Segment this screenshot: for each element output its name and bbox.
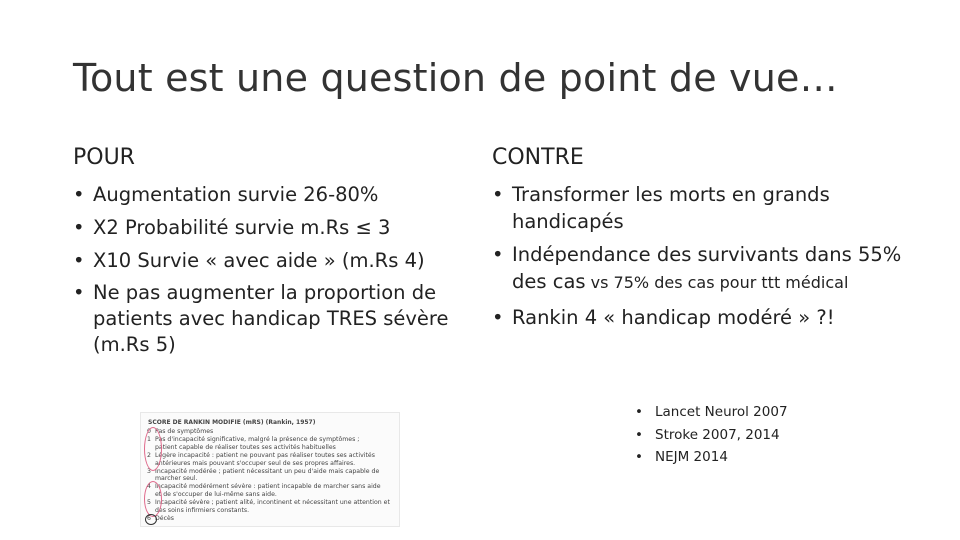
rankin-score-description: Incapacité sévère ; patient alité, incontinent et nécessitant une attention et	[155, 499, 390, 507]
rankin-score-description: marcher seul.	[155, 475, 198, 483]
rankin-scale-image	[140, 412, 400, 527]
rankin-score-description: des soins infirmiers constants.	[155, 507, 250, 514]
rankin-scale-row	[147, 499, 395, 507]
rankin-score-description: antérieures mais pouvant s'occuper seul de ses propres affaires.	[155, 459, 356, 467]
rankin-scale-row	[147, 428, 395, 436]
slide-title: Tout est une question de point de vue…	[73, 56, 838, 100]
reference-item: • Lancet Neurol 2007	[635, 401, 788, 424]
rankin-score-description: et de s'occuper de lui-même sans aide.	[155, 491, 277, 499]
rankin-score-description: patient capable de réaliser toutes ses activités habituelles	[155, 443, 336, 451]
rankin-score-number: 1	[147, 435, 151, 443]
pour-item: • Augmentation survie 26-80%	[73, 181, 473, 209]
rankin-scale-row	[147, 436, 395, 444]
rankin-score-description: Pas d'incapacité significative, malgré la présence de symptômes ;	[155, 435, 360, 443]
contre-item-note: vs 75% des cas pour ttt médical	[585, 273, 849, 292]
contre-list	[492, 181, 902, 337]
rankin-score-description: Pas de symptômes	[155, 428, 214, 435]
pink-circle-annotation	[144, 481, 162, 517]
contre-item-main: Indépendance des survivants dans 55% des cas	[512, 243, 902, 293]
rankin-score-description: Légère incapacité : patient ne pouvant pas réaliser toutes ses activités	[155, 451, 375, 459]
rankin-scale-row	[147, 475, 395, 483]
rankin-scale-row	[147, 507, 395, 515]
reference-item: • Stroke 2007, 2014	[635, 424, 788, 447]
pour-item: • X2 Probabilité survie m.Rs ≤ 3	[73, 214, 473, 242]
contre-item	[492, 241, 902, 296]
rankin-score-description: Incapacité modérée ; patient nécessitant un peu d'aide mais capable de	[155, 467, 380, 475]
rankin-scale-row	[147, 515, 395, 523]
contre-item: • Transformer les morts en grands handicapés	[492, 181, 902, 235]
rankin-scale-row	[147, 460, 395, 468]
rankin-scale-row	[147, 491, 395, 499]
rankin-score-number: 6	[147, 514, 151, 522]
pour-item: • Ne pas augmenter la proportion de patients avec handicap TRES sévère (m.Rs 5)	[73, 280, 473, 358]
reference-item: • NEJM 2014	[635, 446, 788, 469]
rankin-scale-row	[147, 444, 395, 452]
rankin-score-description: Décès	[155, 514, 175, 522]
rankin-scale-row	[147, 452, 395, 460]
pour-heading: POUR	[73, 145, 135, 170]
rankin-scale-row	[147, 468, 395, 476]
rankin-scale-heading: SCORE DE RANKIN MODIFIE (mRS) (Rankin, 1957)	[148, 419, 316, 426]
pour-item: • X10 Survie « avec aide » (m.Rs 4)	[73, 247, 473, 275]
contre-item: • Rankin 4 « handicap modéré » ?!	[492, 304, 902, 332]
pour-list	[73, 181, 473, 363]
rankin-score-description: Incapacité modérément sévère : patient incapable de marcher sans aide	[155, 483, 381, 491]
dark-circle-annotation	[145, 514, 157, 525]
rankin-scale-row	[147, 483, 395, 491]
rankin-score-number: 0	[147, 428, 151, 435]
references-list	[635, 401, 788, 469]
rankin-score-number: 3	[147, 467, 151, 475]
pink-circle-annotation	[144, 427, 162, 471]
contre-heading: CONTRE	[492, 145, 584, 170]
rankin-score-number: 4	[147, 483, 151, 491]
rankin-score-number: 2	[147, 451, 151, 459]
rankin-score-number: 5	[147, 499, 151, 507]
